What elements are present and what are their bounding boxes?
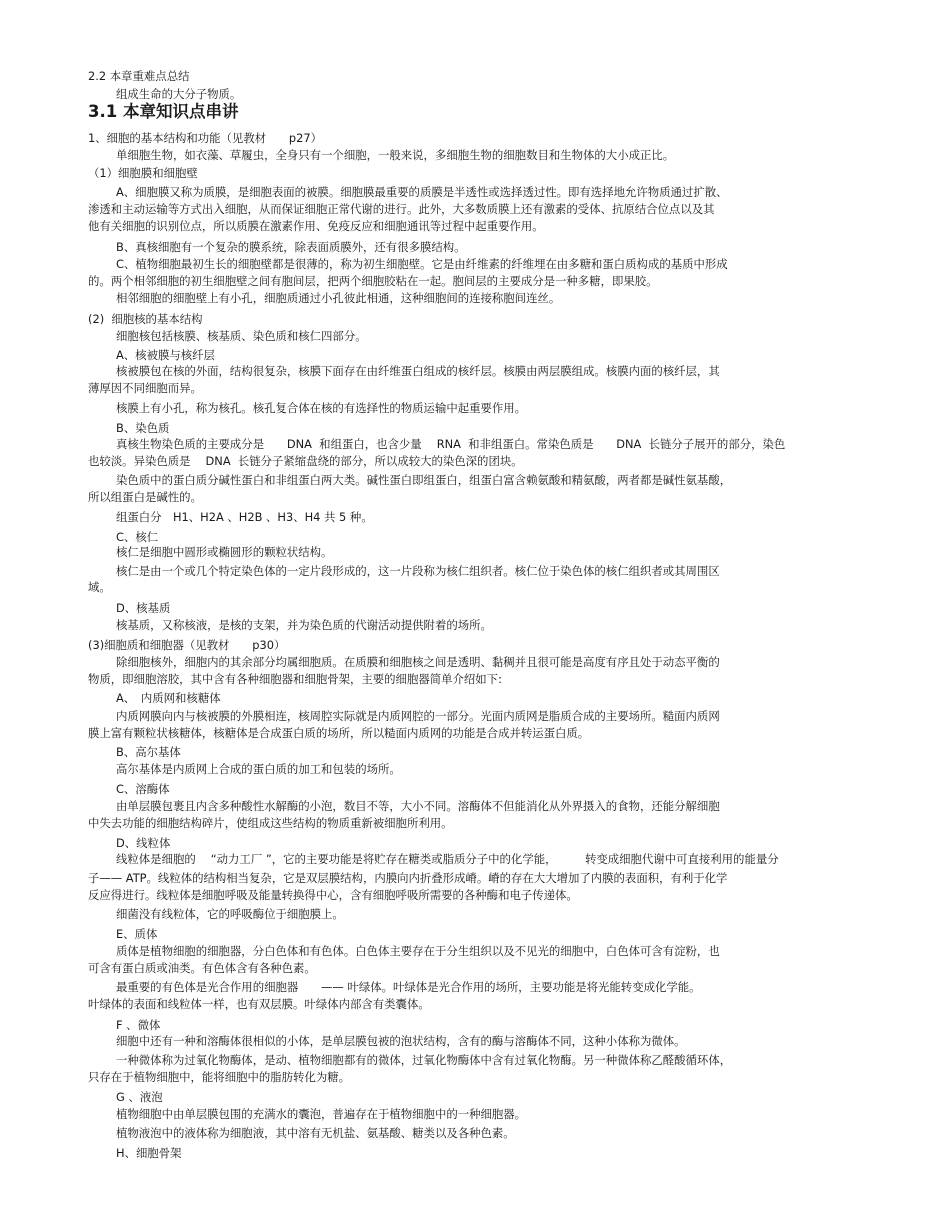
text-line: 渗透和主动运输等方式出入细胞，从而保证细胞正常代谢的进行。此外，大多数质膜上还有激素的受体、抗原结合位点以及其 <box>88 202 715 216</box>
text-line: 也较淡。异染色质是 DNA 长链分子紧缩盘绕的部分，所以成较大的染色深的团块。 <box>88 454 523 468</box>
text-line: 核膜上有小孔，称为核孔。核孔复合体在核的有选择性的物质运输中起重要作用。 <box>116 401 527 415</box>
text-line: (3)细胞质和细胞器（见教材 p30） <box>88 638 286 652</box>
text-line: 1、细胞的基本结构和功能（见教材 p27） <box>88 131 323 145</box>
text-line: B、染色质 <box>116 421 170 435</box>
text-line: 由单层膜包裹且内含多种酸性水解酶的小泡，数目不等，大小不同。溶酶体不但能消化从外界摄入的食物，还能分解细胞 <box>116 799 720 813</box>
text-line: 核基质，又称核液，是核的支架，并为染色质的代谢活动提供附着的场所。 <box>116 618 492 632</box>
text-line: C、溶酶体 <box>116 782 170 796</box>
text-line: C、核仁 <box>116 530 159 544</box>
text-line: 组成生命的大分子物质。 <box>116 87 242 101</box>
text-line: A、核被膜与核纤层 <box>116 348 215 362</box>
text-line: 的。两个相邻细胞的初生细胞壁之间有胞间层，把两个细胞胶粘在一起。胞间层的主要成分是一种多糖，即果胶。 <box>88 274 658 288</box>
text-line: 染色质中的蛋白质分碱性蛋白和非组蛋白两大类。碱性蛋白即组蛋白，组蛋白富含赖氨酸和精氨酸，两者都是碱性氨基酸， <box>116 473 732 487</box>
section-heading: 3.1 本章知识点串讲 <box>88 102 239 121</box>
text-line: 薄厚因不同细胞而异。 <box>88 381 202 395</box>
text-line: 只存在于植物细胞中，能将细胞中的脂肪转化为糖。 <box>88 1070 350 1084</box>
text-line: 可含有蛋白质或油类。有色体含有各种色素。 <box>88 961 316 975</box>
text-line: 一种微体称为过氧化物酶体，是动、植物细胞都有的微体，过氧化物酶体中含有过氧化物酶。另一种微体称乙醛酸循环体， <box>116 1053 732 1067</box>
text-line: 子—— ATP。线粒体的结构相当复杂，它是双层膜结构，内膜向内折叠形成嵴。嵴的存在大大增加了内膜的表面积，有利于化学 <box>88 871 728 885</box>
text-line: 细胞中还有一种和溶酶体很相似的小体，是单层膜包被的泡状结构，含有的酶与溶酶体不同，这种小体称为微体。 <box>116 1034 686 1048</box>
text-line: 组蛋白分 H1、H2A 、H2B 、H3、H4 共 5 种。 <box>116 510 373 524</box>
text-line: A、细胞膜又称为质膜，是细胞表面的被膜。细胞膜最重要的质膜是半透性或选择透过性。即有选择地允许物质通过扩散、 <box>116 185 728 199</box>
text-line: 最重要的有色体是光合作用的细胞器 —— 叶绿体。叶绿体是光合作用的场所，主要功能是将光能转变成化学能。 <box>116 980 701 994</box>
text-line: 线粒体是细胞的 “动力工厂 ”，它的主要功能是将贮存在糖类或脂质分子中的化学能， 转变成细胞代谢中可直接利用的能量分 <box>116 852 779 866</box>
text-line: （1）细胞膜和细胞壁 <box>88 166 198 180</box>
text-line: F 、微体 <box>116 1018 161 1032</box>
text-line: B、真核细胞有一个复杂的膜系统，除表面质膜外，还有很多膜结构。 <box>116 240 466 254</box>
text-line: A、 内质网和核糖体 <box>116 691 221 705</box>
text-line: C、植物细胞最初生长的细胞壁都是很薄的，称为初生细胞壁。它是由纤维素的纤维埋在由多糖和蛋白质构成的基质中形成 <box>116 257 728 271</box>
text-line: 相邻细胞的细胞壁上有小孔，细胞质通过小孔彼此相通，这种细胞间的连接称胞间连丝。 <box>116 291 561 305</box>
text-line: D、核基质 <box>116 601 171 615</box>
text-line: 细胞核包括核膜、核基质、染色质和核仁四部分。 <box>116 329 367 343</box>
text-line: B、高尔基体 <box>116 745 181 759</box>
text-line: (2) 细胞核的基本结构 <box>88 312 203 326</box>
text-line: 中失去功能的细胞结构碎片，使组成这些结构的物质重新被细胞所利用。 <box>88 816 453 830</box>
text-line: 真核生物染色质的主要成分是 DNA 和组蛋白，也含少量 RNA 和非组蛋白。常染色质是 DNA 长链分子展开的部分，染色 <box>116 437 786 451</box>
text-line: 高尔基体是内质网上合成的蛋白质的加工和包装的场所。 <box>116 762 401 776</box>
text-line: 膜上富有颗粒状核糖体，核糖体是合成蛋白质的场所，所以糙面内质网的功能是合成并转运蛋白质。 <box>88 726 590 740</box>
text-line: 他有关细胞的识别位点，所以质膜在激素作用、免疫反应和细胞通讯等过程中起重要作用。 <box>88 219 544 233</box>
text-line: 核被膜包在核的外面，结构很复杂，核膜下面存在由纤维蛋白组成的核纤层。核膜由两层膜组成。核膜内面的核纤层，其 <box>116 364 720 378</box>
text-line: 物质，即细胞溶胶，其中含有各种细胞器和细胞骨架，主要的细胞器简单介绍如下: <box>88 672 502 686</box>
text-line: 2.2 本章重难点总结 <box>88 69 190 83</box>
text-line: D、线粒体 <box>116 836 171 850</box>
text-line: 核仁是细胞中圆形或椭圆形的颗粒状结构。 <box>116 545 333 559</box>
text-line: 植物细胞中由单层膜包围的充满水的囊泡，普遍存在于植物细胞中的一种细胞器。 <box>116 1107 527 1121</box>
text-line: 所以组蛋白是碱性的。 <box>88 490 202 504</box>
text-line: 质体是植物细胞的细胞器，分白色体和有色体。白色体主要存在于分生组织以及不见光的细胞中，白色体可含有淀粉，也 <box>116 944 720 958</box>
text-line: 除细胞核外，细胞内的其余部分均属细胞质。在质膜和细胞核之间是透明、黏稠并且很可能是高度有序且处于动态平衡的 <box>116 655 720 669</box>
text-line: H、细胞骨架 <box>116 1146 182 1160</box>
text-line: 叶绿体的表面和线粒体一样，也有双层膜。叶绿体内部含有类囊体。 <box>88 997 430 1011</box>
text-line: 反应得进行。线粒体是细胞呼吸及能量转换得中心，含有细胞呼吸所需要的各种酶和电子传递体。 <box>88 888 578 902</box>
text-line: E、质体 <box>116 927 158 941</box>
text-line: 内质网膜向内与核被膜的外膜相连，核周腔实际就是内质网腔的一部分。光面内质网是脂质合成的主要场所。糙面内质网 <box>116 709 720 723</box>
text-line: 核仁是由一个或几个特定染色体的一定片段形成的，这一片段称为核仁组织者。核仁位于染色体的核仁组织者或其周围区 <box>116 564 720 578</box>
text-line: 细菌没有线粒体，它的呼吸酶位于细胞膜上。 <box>116 907 344 921</box>
text-line: 植物液泡中的液体称为细胞液，其中溶有无机盐、氨基酸、糖类以及各种色素。 <box>116 1126 515 1140</box>
text-line: G 、液泡 <box>116 1090 163 1104</box>
text-line: 域。 <box>88 580 111 594</box>
text-line: 单细胞生物，如衣藻、草履虫，全身只有一个细胞，一般来说，多细胞生物的细胞数目和生物体的大小成正比。 <box>116 148 675 162</box>
